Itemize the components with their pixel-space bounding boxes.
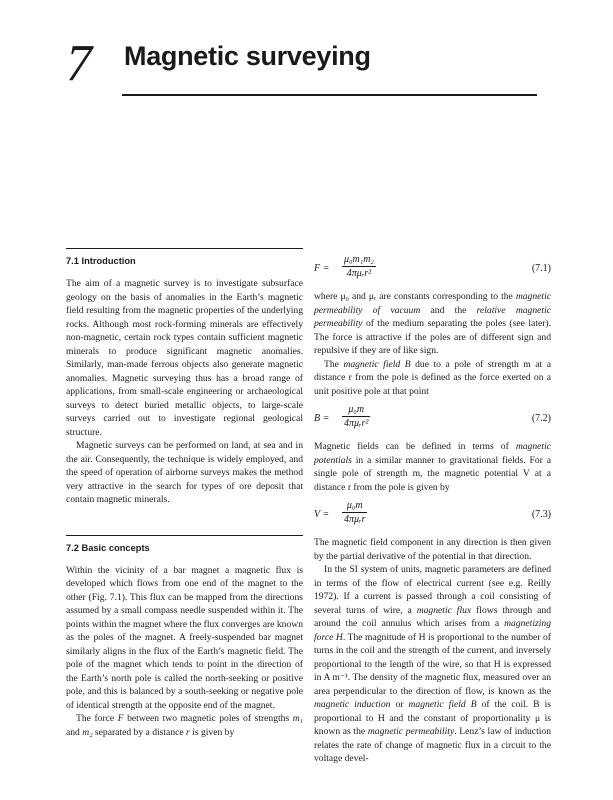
magnetic-field-paragraph: The magnetic field B due to a pole of strength m at a distance r from the pole is defined as the force exerted on a unit positive pole at that point [314, 358, 551, 397]
si-units-paragraph: In the SI system of units, magnetic parameters are defined in terms of the flow of electrical current (see e.g. Reilly 1972). If a current is passed through a coil consisting of several turns of wire, a magnetic flux flows through and around the coil annulus which arises from a magnetizing force H. The magnitude of H is proportional to the number of turns in the coil and the strength of the current, and inversely proportional to the length of the wire, so that H is expressed in A m⁻¹. The density of the magnetic flux, measured over an area perpendicular to the direction of flow, is known as the magnetic induction or magnetic field B of the coil. B is proportional to H and the constant of proportionality μ is known as the magnetic permeability. Lenz’s law of induction relates the rate of change of magnetic flux in a circuit to the voltage devel- [314, 564, 552, 764]
section-rule [66, 248, 303, 249]
chapter-title: Magnetic surveying [124, 41, 371, 71]
basic-concepts-paragraph-2: The force F between two magnetic poles of strengths m₁ and m₂ separated by a distance r is given by [66, 713, 304, 738]
equation-7-3: V = μ₀m 4πμᵣr (7.3) [314, 500, 551, 525]
equation-7-2: B = μ₀m 4πμᵣr² (7.2) [314, 404, 551, 429]
left-column [66, 248, 303, 739]
equation-7-1: F = μ₀m₁m₂ 4πμᵣr² (7.1) [314, 254, 551, 279]
chapter-number: 7 [66, 35, 92, 92]
section-rule [66, 535, 303, 536]
equation-number: (7.1) [531, 263, 551, 274]
chapter-title-rule [122, 94, 537, 96]
magnetic-potential-paragraph: Magnetic fields can be defined in terms of magnetic potentials in a similar manner to gravitational fields. For a single pole of strength m, the magnetic potential V at a distance r from the pole is given by [314, 441, 551, 493]
permeability-paragraph: where μ₀ and μᵣ are constants corresponding to the magnetic permeability of vacuum and the relative magnetic permeability of the medium separating the poles (see later). The force is attractive if the poles are of different sign and repulsive if they are of like sign. [314, 291, 551, 356]
intro-paragraph-2: Magnetic surveys can be performed on land, at sea and in the air. Consequently, the technique is widely employed, and the speed of operation of airborne surveys makes the method very attractive in the search for types of ore deposit that contain magnetic minerals. [66, 440, 303, 505]
equation-number: (7.3) [531, 509, 551, 520]
section-heading-basic-concepts: 7.2 Basic concepts [66, 542, 150, 553]
equation-number: (7.2) [531, 413, 551, 424]
right-column [314, 248, 551, 766]
intro-paragraph-1: The aim of a magnetic survey is to investigate subsurface geology on the basis of anomalies in the Earth’s magnetic field resulting from the magnetic properties of the underlying rocks. Although most rock-forming minerals are effectively non-magnetic, certain rock types contain sufficient magnetic minerals to produce significant magnetic anomalies. Similarly, man-made ferrous objects also generate magnetic anomalies. Magnetic surveying thus has a broad range of applications, from small-scale engineering or archaeological surveys to detect buried metallic objects, to large-scale surveys carried out to investigate regional geological structure. [66, 278, 303, 438]
field-component-paragraph: The magnetic field component in any direction is then given by the partial derivative of the potential in that direction. [314, 537, 551, 562]
section-heading-introduction: 7.1 Introduction [66, 256, 136, 266]
basic-concepts-paragraph-1: Within the vicinity of a bar magnet a magnetic flux is developed which flows from one end of the magnet to the other (Fig. 7.1). This flux can be mapped from the directions assumed by a small compass needle suspended within it. The points within the magnet where the flux converges are known as the poles of the magnet. A freely-suspended bar magnet similarly aligns in the flux of the Earth’s magnetic field. The pole of the magnet which tends to point in the direction of the Earth’s north pole is called the north-seeking or positive pole, and this is balanced by a south-seeking or negative pole of identical strength at the opposite end of the magnet. [66, 564, 303, 711]
